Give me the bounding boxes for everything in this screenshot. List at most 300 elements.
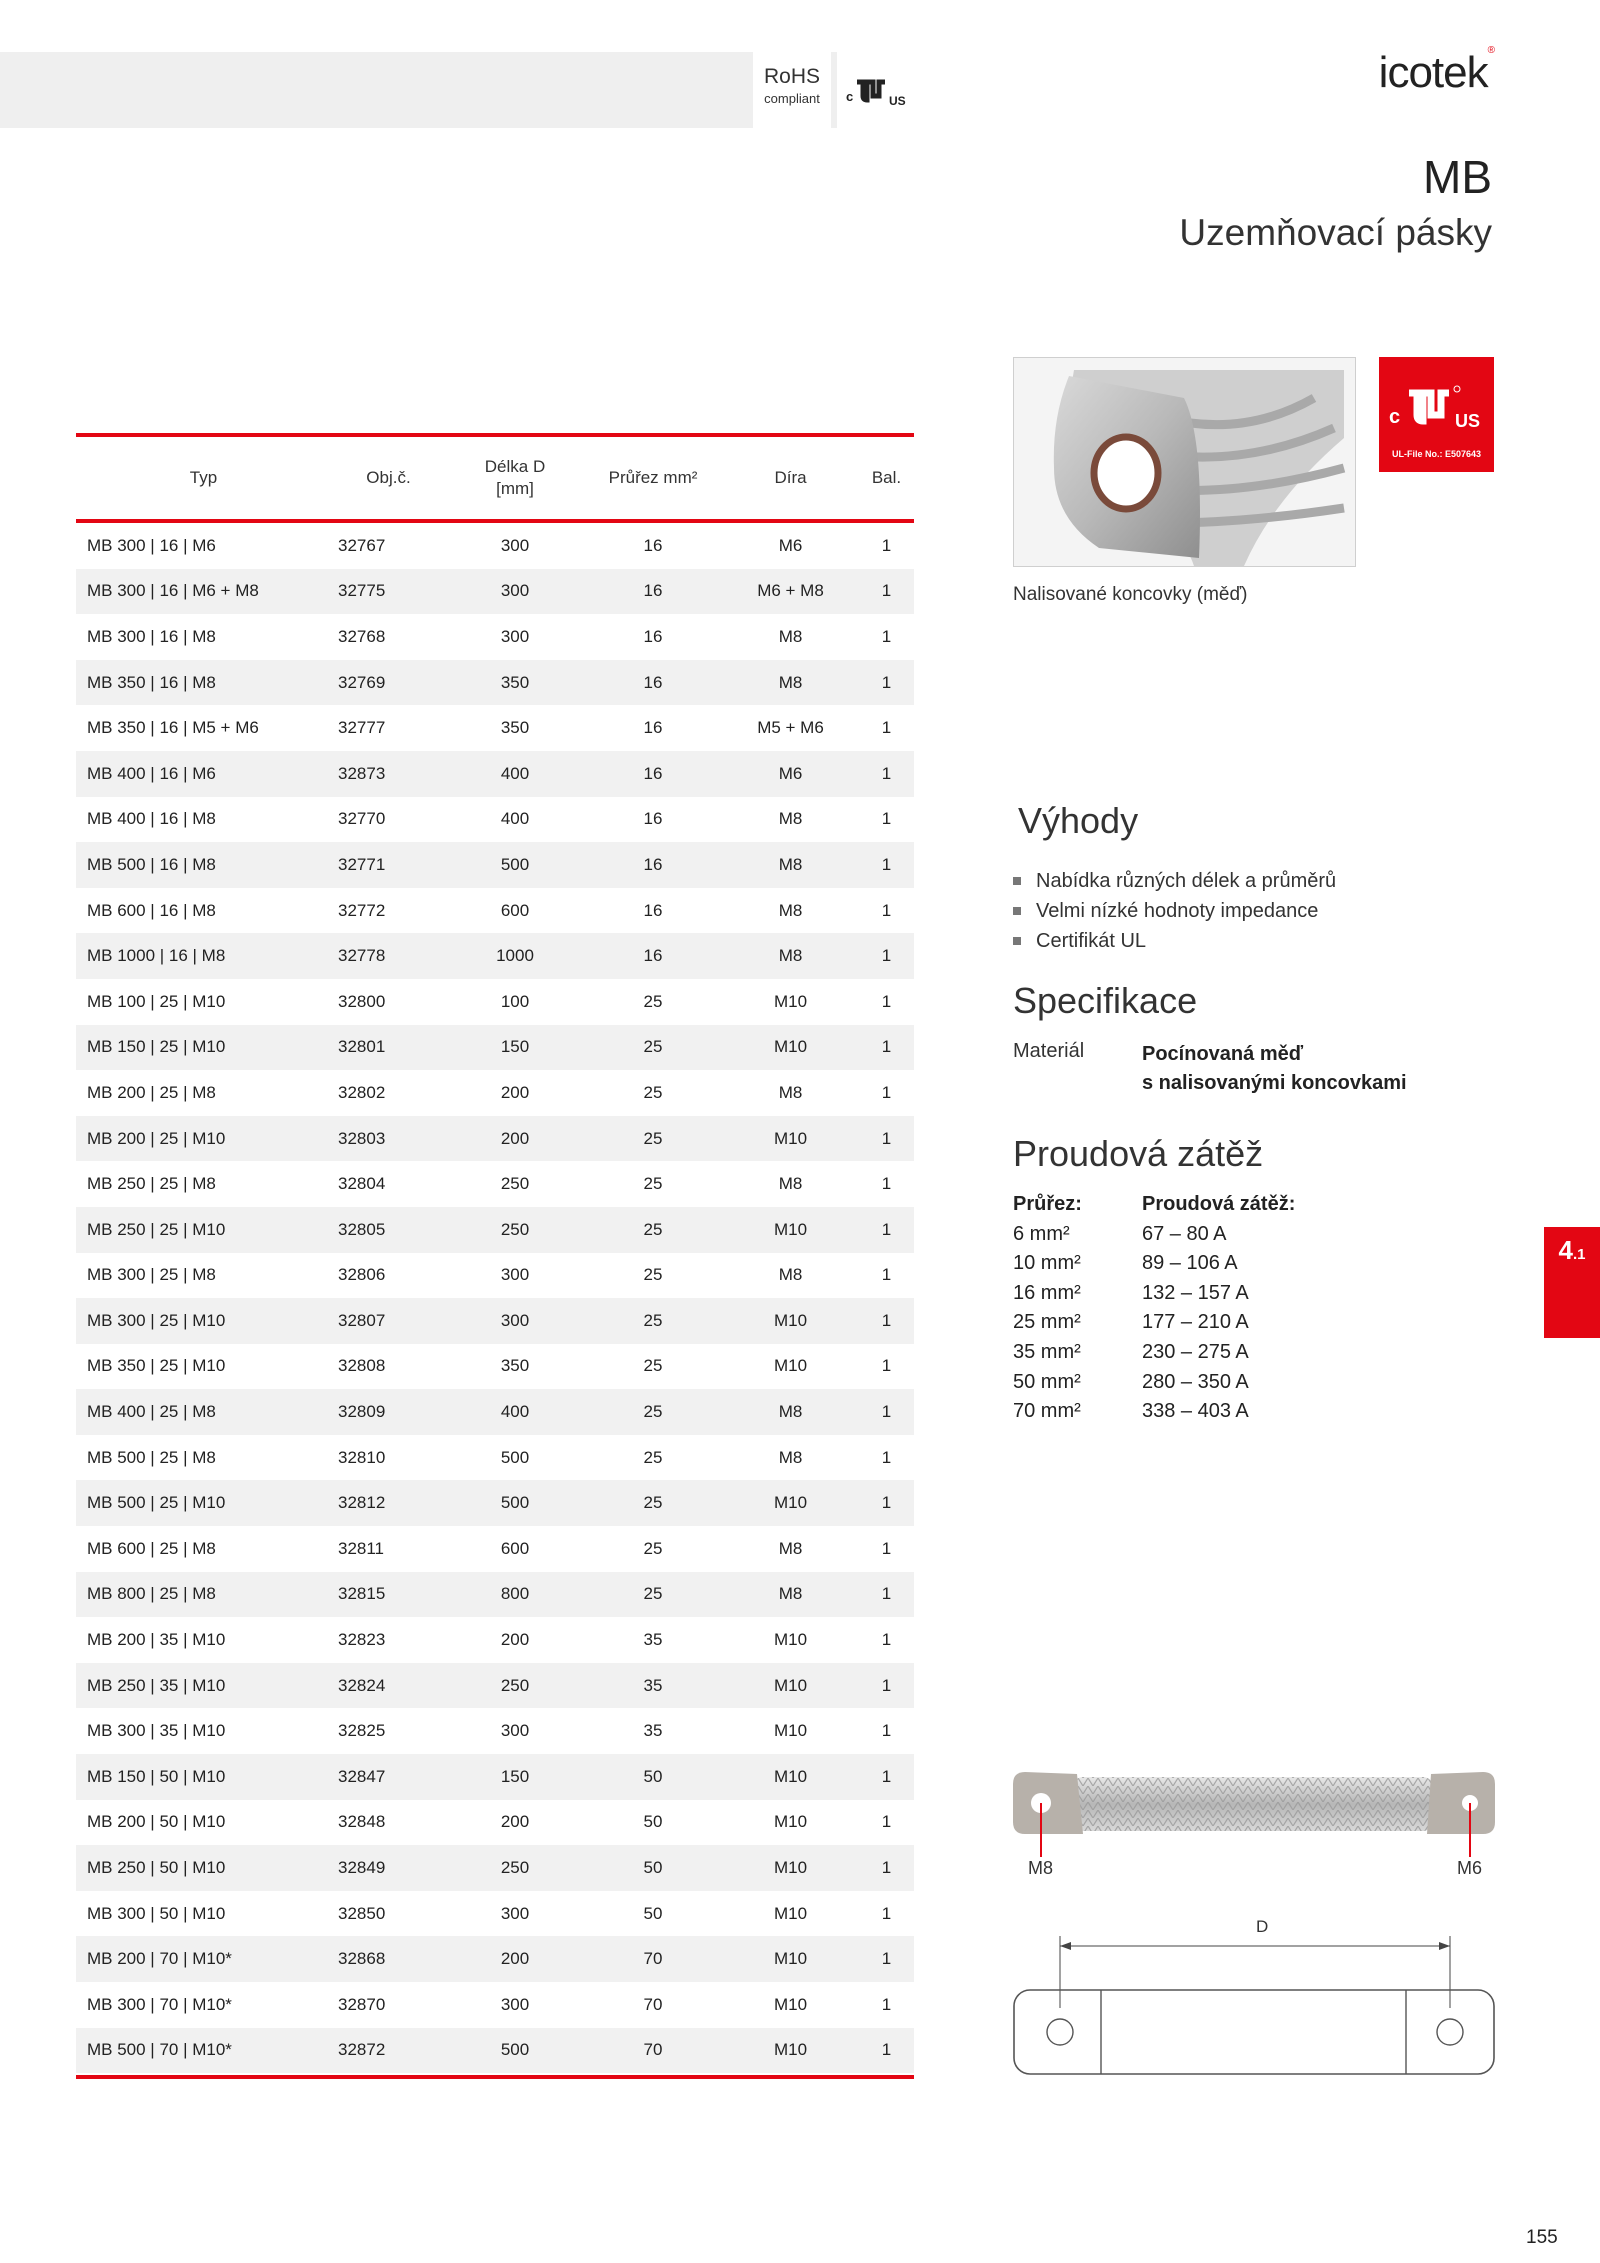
cell-cross-section: 25 (643, 1447, 663, 1467)
material-label: Materiál (1013, 1040, 1085, 1062)
cell-type: MB 400 | 16 | M8 (87, 809, 216, 829)
cell-order-number: 32815 (338, 1584, 386, 1604)
table-row (76, 888, 914, 934)
cell-length: 600 (500, 900, 530, 920)
table-row (76, 751, 914, 797)
current-load-heading: Proudová zátěž (1013, 1133, 1264, 1174)
cell-length: 300 (500, 626, 530, 646)
table-row (76, 1526, 914, 1572)
cell-pack: 1 (881, 1675, 892, 1695)
cell-hole: M8 (778, 1402, 803, 1422)
benefits-list (1013, 866, 1336, 956)
cell-length: 200 (500, 1812, 530, 1832)
list-item (1013, 896, 1336, 926)
cell-pack: 1 (881, 672, 892, 692)
cell-type: MB 300 | 16 | M6 (87, 535, 216, 555)
cell-order-number: 32800 (338, 991, 386, 1011)
cell-type: MB 600 | 16 | M8 (87, 900, 216, 920)
cell-hole: M6 (778, 763, 803, 783)
cell-order-number: 32849 (338, 1858, 386, 1878)
table-row (76, 569, 914, 615)
current-load-header-label: Proudová zátěž: (1142, 1193, 1296, 1215)
cell-hole: M8 (778, 1174, 803, 1194)
table-row (76, 705, 914, 751)
cell-type: MB 500 | 25 | M10 (87, 1493, 226, 1513)
current-load-value: 230 – 275 A (1142, 1340, 1249, 1363)
cell-type: MB 500 | 70 | M10* (87, 2040, 232, 2060)
ground-strap-photo-icon (1013, 1762, 1495, 1862)
ul-certificate-badge (1379, 357, 1494, 472)
table-row (76, 1845, 914, 1891)
cell-hole: M8 (778, 809, 803, 829)
cell-hole: M8 (778, 946, 803, 966)
strap-right-hole-label: M6 (1457, 1858, 1483, 1878)
cell-pack: 1 (881, 1584, 892, 1604)
header-cross-section: Průřez mm² (608, 468, 698, 487)
cell-hole: M8 (778, 900, 803, 920)
header-type: Typ (189, 468, 218, 487)
cell-order-number: 32770 (338, 809, 386, 829)
material-line-1: Pocínovaná měď (1142, 1043, 1304, 1065)
cell-type: MB 300 | 70 | M10* (87, 1994, 232, 2014)
cell-order-number: 32872 (338, 2040, 386, 2060)
cell-hole: M10 (773, 1994, 808, 2014)
cell-type: MB 200 | 70 | M10* (87, 1949, 232, 1969)
cell-type: MB 200 | 35 | M10 (87, 1630, 226, 1650)
table-row (76, 1161, 914, 1207)
cell-cross-section: 35 (643, 1721, 663, 1741)
brand-name: icotek (1378, 48, 1488, 97)
table-row (76, 797, 914, 843)
table-row (76, 1663, 914, 1709)
cell-hole: M10 (773, 1675, 808, 1695)
ul-certified-icon (1379, 357, 1494, 452)
cell-order-number: 32806 (338, 1265, 386, 1285)
cell-cross-section: 25 (643, 1128, 663, 1148)
cell-type: MB 300 | 25 | M10 (87, 1310, 226, 1330)
rohs-sub-label: compliant (764, 91, 820, 106)
ul-file-number: UL-File No.: E507643 (1391, 449, 1482, 459)
cell-hole: M6 + M8 (757, 581, 824, 601)
benefit-text: Velmi nízké hodnoty impedance (1036, 900, 1319, 922)
header-order-number: Obj.č. (366, 468, 411, 487)
cell-pack: 1 (881, 1538, 892, 1558)
cell-length: 400 (500, 809, 530, 829)
cell-hole: M6 (778, 535, 803, 555)
cross-section-value: 16 mm² (1013, 1281, 1081, 1304)
cell-order-number: 32848 (338, 1812, 386, 1832)
cell-length: 600 (500, 1538, 530, 1558)
cell-type: MB 250 | 50 | M10 (87, 1858, 226, 1878)
current-load-value: 177 – 210 A (1142, 1311, 1249, 1334)
cell-hole: M10 (773, 1812, 808, 1832)
cell-length: 150 (500, 1037, 530, 1057)
cell-hole: M10 (773, 1858, 808, 1878)
cell-hole: M10 (773, 1630, 808, 1650)
cell-cross-section: 25 (643, 1402, 663, 1422)
header-hole: Díra (774, 468, 807, 487)
cell-pack: 1 (881, 946, 892, 966)
cell-length: 250 (500, 1858, 530, 1878)
cell-cross-section: 25 (643, 1356, 663, 1376)
cell-hole: M10 (773, 1949, 808, 1969)
cross-section-value: 6 mm² (1013, 1222, 1070, 1245)
cell-pack: 1 (881, 900, 892, 920)
table-row (76, 1207, 914, 1253)
brand-mark: ® (1487, 45, 1494, 57)
cell-type: MB 350 | 25 | M10 (87, 1356, 226, 1376)
current-load-table (1013, 1190, 1342, 1427)
cell-pack: 1 (881, 1994, 892, 2014)
material-line-2: s nalisovanými koncovkami (1142, 1072, 1407, 1094)
cell-type: MB 200 | 25 | M10 (87, 1128, 226, 1148)
cell-hole: M8 (778, 1082, 803, 1102)
cell-cross-section: 25 (643, 1310, 663, 1330)
material-value (1142, 1040, 1407, 1098)
cell-type: MB 600 | 25 | M8 (87, 1538, 216, 1558)
cell-cross-section: 70 (643, 1949, 663, 1969)
cell-type: MB 100 | 25 | M10 (87, 991, 226, 1011)
cell-order-number: 32811 (338, 1538, 385, 1558)
cell-order-number: 32777 (338, 718, 386, 738)
cell-type: MB 250 | 25 | M8 (87, 1174, 216, 1194)
table-row (76, 1344, 914, 1390)
cell-length: 200 (500, 1630, 530, 1650)
table-row (76, 1800, 914, 1846)
cell-order-number: 32868 (338, 1949, 386, 1969)
photo-caption: Nalisované koncovky (měď) (1013, 584, 1248, 605)
cell-hole: M8 (778, 626, 803, 646)
cell-hole: M8 (778, 1265, 803, 1285)
cell-hole: M10 (773, 1219, 808, 1239)
cell-hole: M8 (778, 1584, 803, 1604)
cell-pack: 1 (881, 718, 892, 738)
table-row (76, 614, 914, 660)
cell-cross-section: 16 (643, 854, 663, 874)
table-row (76, 1754, 914, 1800)
cell-order-number: 32778 (338, 946, 386, 966)
cell-order-number: 32809 (338, 1402, 386, 1422)
specification-heading: Specifikace (1013, 980, 1198, 1021)
cell-length: 200 (500, 1082, 530, 1102)
cell-type: MB 250 | 35 | M10 (87, 1675, 226, 1695)
table-row (76, 1253, 914, 1299)
table-row (76, 933, 914, 979)
cell-type: MB 1000 | 16 | M8 (87, 946, 226, 966)
cell-order-number: 32805 (338, 1219, 386, 1239)
list-item (1013, 926, 1336, 956)
cell-pack: 1 (881, 1356, 892, 1376)
cell-order-number: 32810 (338, 1447, 386, 1467)
cell-cross-section: 25 (643, 1538, 663, 1558)
chapter-sub: .1 (1572, 1246, 1586, 1263)
table-bottom-rule (76, 2075, 914, 2079)
cell-cross-section: 50 (643, 1766, 663, 1786)
cell-length: 250 (500, 1174, 530, 1194)
cross-section-value: 50 mm² (1013, 1370, 1081, 1393)
cross-section-value: 10 mm² (1013, 1252, 1081, 1275)
current-load-value: 132 – 157 A (1142, 1281, 1249, 1304)
table-row (76, 1936, 914, 1982)
cell-type: MB 250 | 25 | M10 (87, 1219, 226, 1239)
cell-pack: 1 (881, 626, 892, 646)
cell-length: 350 (500, 672, 530, 692)
benefit-text: Nabídka různých délek a průměrů (1036, 870, 1337, 892)
cell-cross-section: 25 (643, 1265, 663, 1285)
cell-cross-section: 16 (643, 763, 663, 783)
cell-length: 300 (500, 1994, 530, 2014)
list-item (1013, 1220, 1342, 1250)
cell-hole: M10 (773, 1766, 808, 1786)
table-row (76, 660, 914, 706)
table-row (76, 1116, 914, 1162)
cell-order-number: 32812 (338, 1493, 386, 1513)
cell-cross-section: 16 (643, 946, 663, 966)
cross-section-value: 35 mm² (1013, 1340, 1081, 1363)
cell-pack: 1 (881, 991, 892, 1011)
cell-pack: 1 (881, 809, 892, 829)
cell-pack: 1 (881, 1128, 892, 1148)
cell-pack: 1 (881, 581, 892, 601)
table-row (76, 2028, 914, 2074)
cell-cross-section: 25 (643, 1082, 663, 1102)
cell-order-number: 32823 (338, 1630, 386, 1650)
cell-type: MB 500 | 25 | M8 (87, 1447, 216, 1467)
cell-order-number: 32807 (338, 1310, 386, 1330)
product-photo (1013, 357, 1356, 567)
cell-length: 300 (500, 581, 530, 601)
table-row (76, 1480, 914, 1526)
cell-hole: M8 (778, 1447, 803, 1467)
cell-length: 150 (500, 1766, 530, 1786)
rohs-badge (753, 52, 831, 128)
cell-hole: M10 (773, 1721, 808, 1741)
table-row (76, 1617, 914, 1663)
cell-type: MB 400 | 25 | M8 (87, 1402, 216, 1422)
cell-cross-section: 35 (643, 1630, 663, 1650)
table-body (76, 523, 914, 2073)
cell-length: 300 (500, 535, 530, 555)
cell-length: 400 (500, 1402, 530, 1422)
cell-type: MB 150 | 50 | M10 (87, 1766, 226, 1786)
cell-cross-section: 50 (643, 1812, 663, 1832)
cell-type: MB 350 | 16 | M5 + M6 (87, 718, 259, 738)
cell-hole: M8 (778, 672, 803, 692)
svg-text:US: US (1455, 411, 1481, 431)
cell-length: 500 (500, 2040, 530, 2060)
bullet-square-icon (1013, 877, 1021, 885)
cell-hole: M10 (773, 991, 808, 1011)
cell-length: 300 (500, 1310, 530, 1330)
cell-order-number: 32850 (338, 1903, 386, 1923)
chapter-number (1544, 1235, 1600, 1266)
dimension-drawing-icon (1013, 1910, 1497, 2080)
table-row (76, 979, 914, 1025)
cell-cross-section: 16 (643, 718, 663, 738)
cell-hole: M8 (778, 854, 803, 874)
cell-hole: M8 (778, 1538, 803, 1558)
cell-pack: 1 (881, 1037, 892, 1057)
cell-pack: 1 (881, 1174, 892, 1194)
page-subtitle: Uzemňovací pásky (1179, 212, 1492, 253)
cell-cross-section: 25 (643, 991, 663, 1011)
cell-length: 250 (500, 1675, 530, 1695)
cross-section-value: 25 mm² (1013, 1311, 1081, 1334)
cell-type: MB 350 | 16 | M8 (87, 672, 216, 692)
cross-section-header: Průřez: (1013, 1193, 1082, 1215)
cell-pack: 1 (881, 763, 892, 783)
table-row (76, 1891, 914, 1937)
current-load-value: 89 – 106 A (1142, 1252, 1238, 1275)
cell-type: MB 150 | 25 | M10 (87, 1037, 226, 1057)
chapter-main: 4 (1558, 1235, 1573, 1265)
svg-text:US: US (889, 94, 906, 108)
list-item (1013, 1338, 1342, 1368)
cell-type: MB 300 | 35 | M10 (87, 1721, 226, 1741)
cell-pack: 1 (881, 1447, 892, 1467)
bullet-square-icon (1013, 937, 1021, 945)
svg-text:c: c (1389, 406, 1401, 428)
cell-pack: 1 (881, 1402, 892, 1422)
cell-length: 500 (500, 854, 530, 874)
cell-cross-section: 16 (643, 535, 663, 555)
current-load-value: 280 – 350 A (1142, 1370, 1249, 1393)
cell-pack: 1 (881, 1082, 892, 1102)
cell-hole: M10 (773, 1493, 808, 1513)
table-row (76, 523, 914, 569)
cell-cross-section: 16 (643, 626, 663, 646)
cell-pack: 1 (881, 2040, 892, 2060)
header-pack: Bal. (871, 468, 902, 487)
cell-hole: M10 (773, 1037, 808, 1057)
cell-type: MB 300 | 25 | M8 (87, 1265, 216, 1285)
cell-length: 300 (500, 1721, 530, 1741)
cell-hole: M10 (773, 1310, 808, 1330)
benefit-text: Certifikát UL (1036, 930, 1147, 952)
cell-type: MB 200 | 50 | M10 (87, 1812, 226, 1832)
benefits-heading: Výhody (1018, 800, 1139, 841)
table-row (76, 1070, 914, 1116)
cell-order-number: 32775 (338, 581, 386, 601)
table-row (76, 1389, 914, 1435)
cell-cross-section: 25 (643, 1493, 663, 1513)
cell-pack: 1 (881, 1265, 892, 1285)
svg-text:c: c (846, 89, 854, 104)
cell-pack: 1 (881, 1949, 892, 1969)
cell-pack: 1 (881, 854, 892, 874)
list-item (1013, 866, 1336, 896)
cell-order-number: 32768 (338, 626, 386, 646)
cell-pack: 1 (881, 1812, 892, 1832)
header-length: Délka D [mm] (484, 457, 546, 498)
cell-cross-section: 25 (643, 1037, 663, 1057)
cell-length: 200 (500, 1949, 530, 1969)
cell-hole: M10 (773, 2040, 808, 2060)
cell-pack: 1 (881, 1721, 892, 1741)
table-row (76, 1435, 914, 1481)
cell-order-number: 32801 (338, 1037, 386, 1057)
cell-order-number: 32802 (338, 1082, 386, 1102)
cell-order-number: 32769 (338, 672, 386, 692)
cell-pack: 1 (881, 1493, 892, 1513)
cell-type: MB 300 | 50 | M10 (87, 1903, 226, 1923)
cell-type: MB 200 | 25 | M8 (87, 1082, 216, 1102)
cell-pack: 1 (881, 1219, 892, 1239)
current-load-rows (1013, 1220, 1342, 1427)
cell-order-number: 32824 (338, 1675, 386, 1695)
cell-length: 350 (500, 1356, 530, 1376)
cell-order-number: 32767 (338, 535, 386, 555)
cell-order-number: 32808 (338, 1356, 386, 1376)
product-table (76, 433, 914, 2079)
cell-pack: 1 (881, 1858, 892, 1878)
cell-type: MB 300 | 16 | M8 (87, 626, 216, 646)
page-title: MB (1423, 151, 1492, 203)
cell-cross-section: 16 (643, 581, 663, 601)
ul-logo-icon (837, 52, 913, 128)
table-row (76, 1025, 914, 1071)
table-row (76, 842, 914, 888)
cell-cross-section: 16 (643, 672, 663, 692)
cell-length: 250 (500, 1219, 530, 1239)
cell-order-number: 32825 (338, 1721, 386, 1741)
cell-type: MB 300 | 16 | M6 + M8 (87, 581, 259, 601)
bullet-square-icon (1013, 907, 1021, 915)
cell-pack: 1 (881, 1310, 892, 1330)
cell-pack: 1 (881, 1630, 892, 1650)
cell-type: MB 500 | 16 | M8 (87, 854, 216, 874)
cell-cross-section: 50 (643, 1858, 663, 1878)
cross-section-value: 70 mm² (1013, 1400, 1081, 1423)
table-row (76, 1572, 914, 1618)
cell-length: 400 (500, 763, 530, 783)
cell-order-number: 32847 (338, 1766, 386, 1786)
current-load-value: 338 – 403 A (1142, 1400, 1249, 1423)
strap-left-hole-label: M8 (1028, 1858, 1054, 1878)
list-item (1013, 1308, 1342, 1338)
current-load-header (1013, 1190, 1342, 1220)
list-item (1013, 1279, 1342, 1309)
cell-hole: M10 (773, 1128, 808, 1148)
cell-cross-section: 70 (643, 2040, 663, 2060)
cell-cross-section: 16 (643, 900, 663, 920)
crimped-lug-photo-icon (1014, 358, 1355, 566)
cell-length: 1000 (496, 946, 534, 966)
current-load-value: 67 – 80 A (1142, 1222, 1227, 1245)
cell-order-number: 32803 (338, 1128, 386, 1148)
cell-cross-section: 25 (643, 1219, 663, 1239)
ul-mark-badge (837, 52, 913, 128)
page-number: 155 (1526, 2227, 1558, 2248)
cell-cross-section: 50 (643, 1903, 663, 1923)
cell-length: 300 (500, 1265, 530, 1285)
table-header (76, 437, 914, 523)
cell-order-number: 32772 (338, 900, 386, 920)
cell-cross-section: 25 (643, 1584, 663, 1604)
list-item (1013, 1397, 1342, 1427)
dimension-d-label: D (1256, 1917, 1269, 1936)
cell-length: 100 (500, 991, 530, 1011)
cell-hole: M5 + M6 (757, 718, 824, 738)
cell-cross-section: 16 (643, 809, 663, 829)
cell-type: MB 800 | 25 | M8 (87, 1584, 216, 1604)
cell-order-number: 32771 (338, 854, 386, 874)
cell-pack: 1 (881, 1766, 892, 1786)
cell-hole: M10 (773, 1356, 808, 1376)
cell-order-number: 32873 (338, 763, 386, 783)
cell-cross-section: 25 (643, 1174, 663, 1194)
cell-pack: 1 (881, 535, 892, 555)
